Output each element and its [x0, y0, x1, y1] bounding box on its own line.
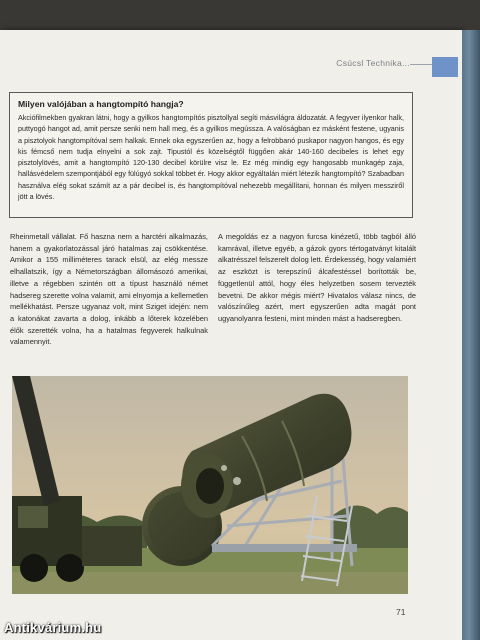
watermark: Antikvárium.hu [4, 620, 102, 635]
sidebar-box [9, 92, 413, 218]
article-column-left: Rheinmetall vállalat. Fő haszna nem a harctéri alkalmazás, hanem a gyakorlatozással járó hatalmas zaj csökkentése. Amikor a 155 milliméteres tarack elsül, az elég messze elhallatszik, így a Németországban állomásozó amerikai, illetve a régebben szintén ott a típust használó német hadsereg szerette volna valamit, ami elnyomja a kellemetlen mellékhatást. Persze ugyanaz volt, mint Sziget idején: nem a katonákat zavarta a dolog, inkább a lőterek közelében élők szerették volna, ha a hatalmas fegyverek halkulnak valamennyit. [10, 232, 208, 347]
header-accent-square [432, 57, 458, 77]
background-strip [0, 0, 480, 30]
section-header: Csúcsl Technika... [336, 58, 410, 68]
book-spine [462, 30, 480, 640]
header-rule [410, 64, 432, 65]
sidebar-box-title: Milyen valójában a hangtompító hangja? [18, 99, 184, 109]
sidebar-box-text: Akciófilmekben gyakran látni, hogy a gyilkos hangtompítós pisztollyal segíti másvilágra áldozatát. A fegyver ilyenkor halk, puttyogó hangot ad, amit persze senki nem hall meg, és a gyilkos megússza. A valóságban ez másként festene, ugyanis a pisztolyok hangtompítóval sem halkak. Ennek oka egyszerűen az, hogy a felrobbanó puskapor nagyon hangos, és egy kis fémcső nem tudja elnyelni a sok zajt. Tipustól és közelségtől függően akár 140-160 decibeles is lehet egy pisztolylövés, amit a hangtompító 120-130 decibel körülre visz le. Ez még mindig egy hangosabb munkagép zaja, hallásvédelem szempontjából egy fülúgyó sokkal többet ér. Hogy akkor egyáltalán miért létezik hangtompító? Szabadban használva elég sokat számít az a pár decibel is, és hangtompítóval nehezebb megállítani, honnan és milyen messziről jött a lövés. [18, 113, 404, 202]
article-column-right: A megoldás ez a nagyon furcsa kinézetű, több tagból álló kamrával, illetve egyéb, a gázok gyors tértogatványt kitalált alkatrésszel felszerelt dolog lett. Érdekesség, hogy valamiért az eszközt is terepszínű álcafestéssel borították be, függetlenül attól, hogy éles helyzetben sosem tervezték bevetni. De akkor mégis miért? Hivatalos válasz nincs, de valószínűleg azért, mert egyszerűen adta magát pont ugyanolyanra festeni, mint minden mást a hadseregben. [218, 232, 416, 323]
article-photo [12, 376, 408, 594]
page-number: 71 [396, 607, 406, 617]
